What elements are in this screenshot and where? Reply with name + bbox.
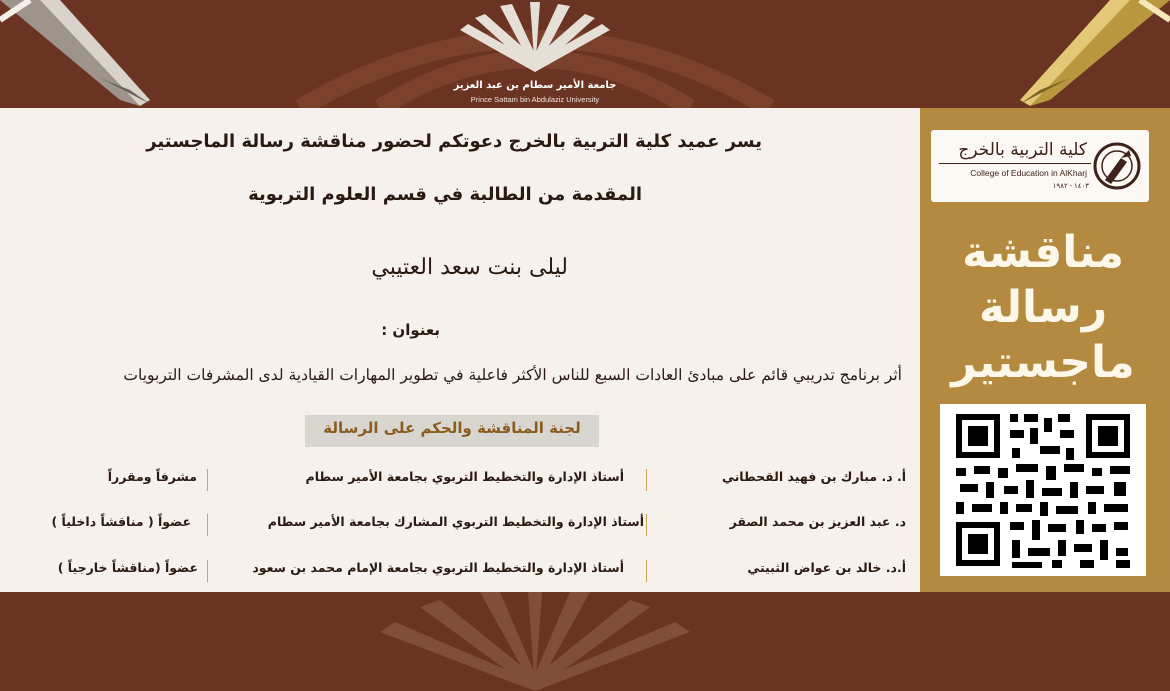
column-divider <box>646 469 647 491</box>
member-position: أستاذ الإدارة والتخطيط التربوي بجامعة الأمير سطام <box>305 469 624 484</box>
college-name-arabic: كلية التربية بالخرج <box>958 140 1087 160</box>
invitation-content <box>0 108 920 592</box>
column-divider <box>646 514 647 536</box>
side-title-line: ماجستير <box>951 337 1135 388</box>
member-role: عضواً (مناقشاً خارجياً ) <box>57 560 198 575</box>
member-position: أستاذ الإدارة والتخطيط التربوي بجامعة الإمام محمد بن سعود <box>252 560 624 575</box>
invitation-line-2: المقدمة من الطالبة في قسم العلوم التربوية <box>248 184 642 205</box>
member-role: عضواً ( مناقشاً داخلياً ) <box>51 514 191 529</box>
fountain-pen-icon <box>1010 0 1170 108</box>
side-title-line: مناقشة <box>962 227 1124 278</box>
committee-row <box>0 469 920 495</box>
member-name: أ.د. خالد بن عواض الثبيتي <box>747 560 906 575</box>
college-badge <box>931 130 1149 202</box>
header-band <box>0 0 1170 108</box>
invitation-line-1: يسر عميد كلية التربية بالخرج دعوتكم لحضور مناقشة رسالة الماجستير <box>146 131 762 152</box>
member-name: د. عبد العزيز بن محمد الصقر <box>729 514 906 529</box>
member-role: مشرفاً ومقرراً <box>107 469 197 484</box>
university-name-english: Prince Sattam bin Abdulaziz University <box>470 95 600 104</box>
student-name: ليلى بنت سعد العتيبي <box>371 255 568 280</box>
footer-decoration <box>0 592 1170 691</box>
university-logo <box>430 0 640 108</box>
column-divider <box>207 560 208 582</box>
book-logo-icon <box>430 0 640 80</box>
thesis-title: أثر برنامج تدريبي قائم على مبادئ العادات السبع للناس الأكثر فاعلية في تطوير المهارات القيادية لدى المشرفات التربويات <box>123 366 902 384</box>
college-emblem-icon <box>1091 140 1143 192</box>
committee-row <box>0 514 920 540</box>
committee-heading-box <box>305 415 599 447</box>
college-years: ١٤٠٣ - ١٩٨٢ <box>1052 183 1089 190</box>
thesis-title-label: بعنوان : <box>381 321 440 339</box>
column-divider <box>646 560 647 582</box>
badge-divider <box>939 163 1091 164</box>
college-name-english: College of Education in AlKharj <box>970 168 1087 178</box>
footer-band <box>0 592 1170 691</box>
fountain-pen-icon <box>0 0 160 108</box>
qr-code-icon <box>940 404 1146 576</box>
member-name: أ. د. مبارك بن فهيد القحطاني <box>721 469 906 484</box>
column-divider <box>207 514 208 536</box>
member-position: أستاذ الإدارة والتخطيط التربوي المشارك بجامعة الأمير سطام <box>267 514 644 529</box>
column-divider <box>207 469 208 491</box>
side-title-line: رسالة <box>978 282 1108 333</box>
committee-heading: لجنة المناقشة والحكم على الرسالة <box>323 419 581 437</box>
side-panel <box>920 108 1170 592</box>
university-name-arabic: جامعة الأمير سطام بن عبد العزيز <box>453 80 617 91</box>
committee-row <box>0 560 920 586</box>
